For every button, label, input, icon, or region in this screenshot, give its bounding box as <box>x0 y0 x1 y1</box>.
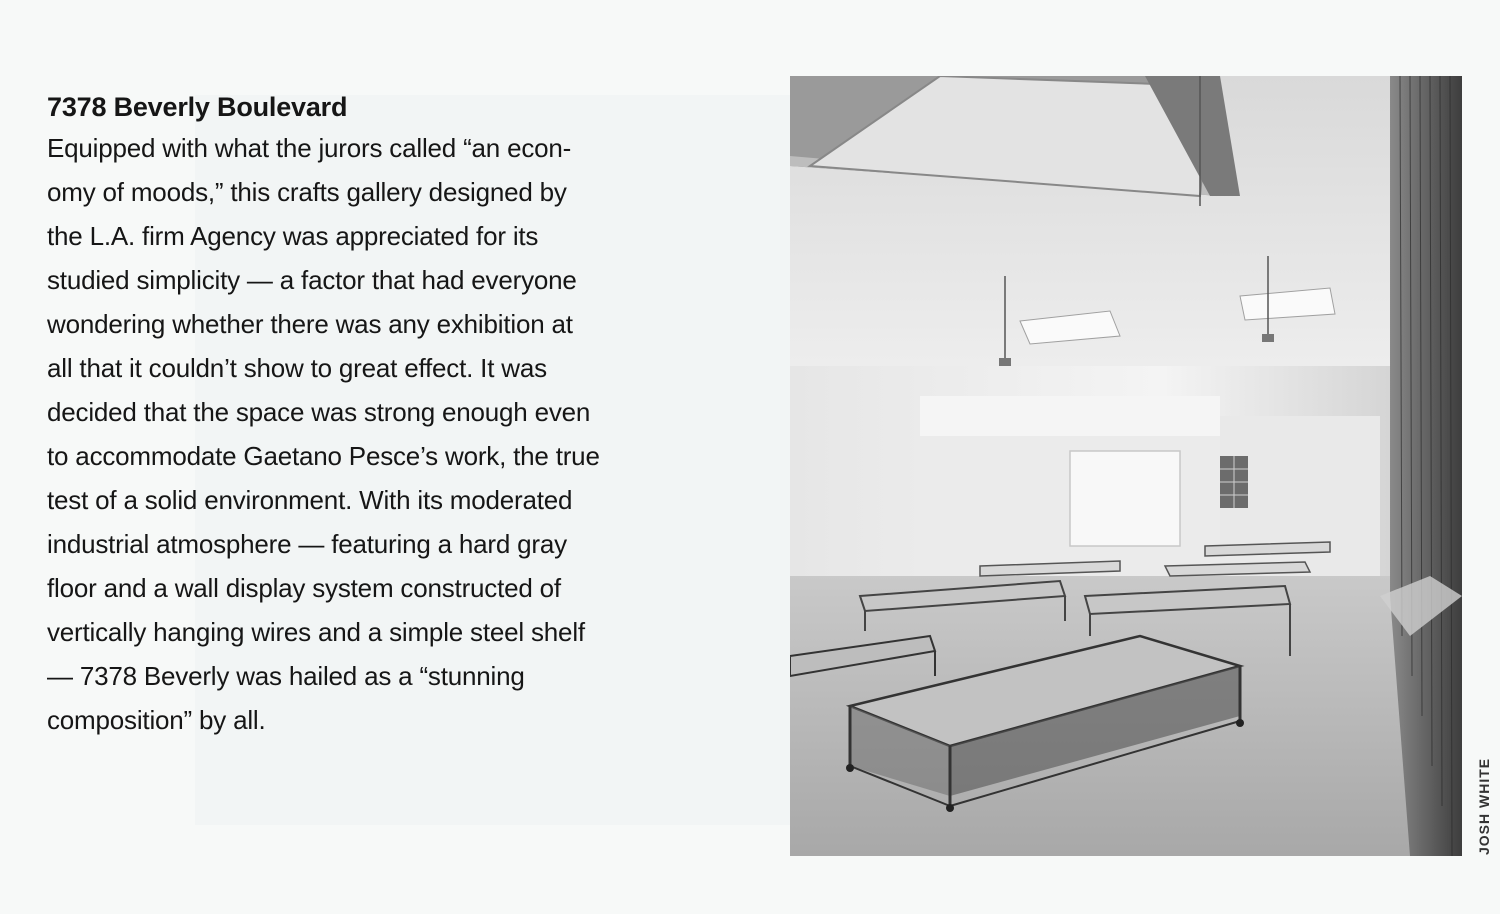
body-line: vertically hanging wires and a simple steel shelf <box>47 617 585 647</box>
body-line: industrial atmosphere — featuring a hard gray <box>47 529 567 559</box>
body-line: — 7378 Beverly was hailed as a “stunning <box>47 661 525 691</box>
article <box>47 88 747 742</box>
gallery-photo <box>790 76 1462 856</box>
body-line: to accommodate Gaetano Pesce’s work, the true <box>47 441 600 471</box>
article-title: 7378 Beverly Boulevard <box>47 92 348 122</box>
article-body <box>47 126 747 742</box>
body-line: Equipped with what the jurors called “an econ- <box>47 133 572 163</box>
photo-credit: JOSH WHITE <box>1476 757 1492 855</box>
body-line: floor and a wall display system constructed of <box>47 573 561 603</box>
body-line: studied simplicity — a factor that had everyone <box>47 265 577 295</box>
body-line: wondering whether there was any exhibition at <box>47 309 573 339</box>
body-line: all that it couldn’t show to great effect. It was <box>47 353 547 383</box>
body-line: omy of moods,” this crafts gallery designed by <box>47 177 567 207</box>
body-line: the L.A. firm Agency was appreciated for its <box>47 221 539 251</box>
body-line: composition” by all. <box>47 705 266 735</box>
body-line: decided that the space was strong enough even <box>47 397 591 427</box>
body-line: test of a solid environment. With its moderated <box>47 485 573 515</box>
